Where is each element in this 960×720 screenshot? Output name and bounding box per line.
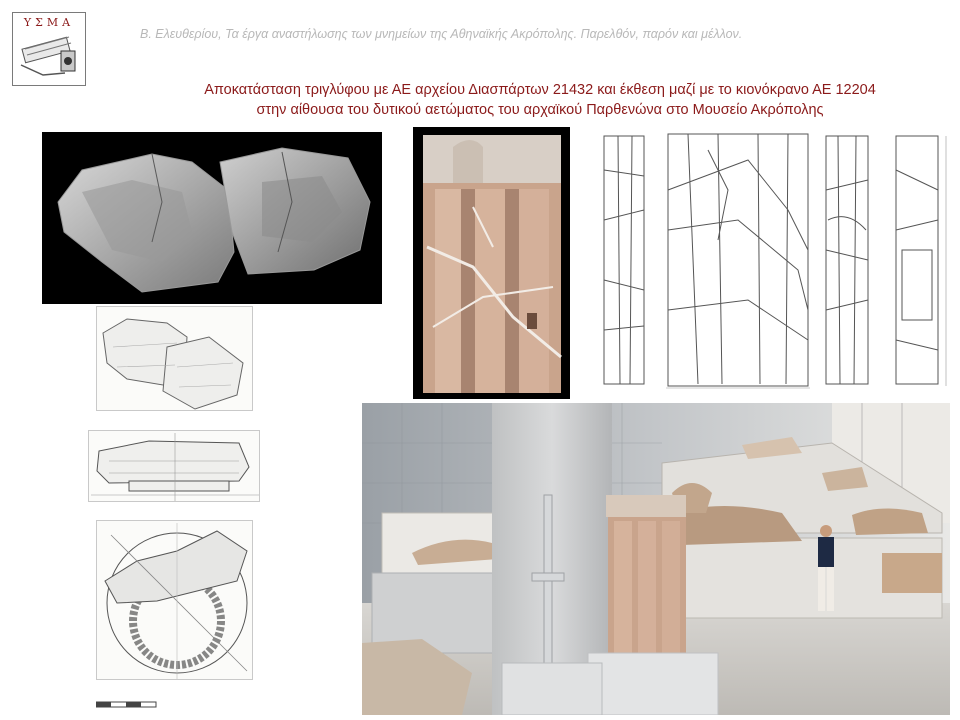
fragment-3d-scan-image — [42, 132, 382, 304]
capital-plan-drawing-bottom — [96, 520, 253, 680]
slide-title-line-2: στην αίθουσα του δυτικού αετώματος του αρχαϊκού Παρθενώνα στο Μουσείο Ακρόπολης — [256, 102, 824, 118]
slide-title — [100, 80, 960, 120]
ysma-logo — [12, 12, 86, 86]
scale-bar — [96, 700, 166, 710]
logo-text: ΥΣΜΑ — [23, 16, 75, 29]
triglyph-photo — [413, 127, 570, 399]
lecture-subtitle: Β. Ελευθερίου, Τα έργα αναστήλωσης των μνημείων της Αθηναϊκής Ακρόπολης. Παρελθόν, παρόν και μέλλον. — [140, 27, 743, 41]
capital-side-drawing — [88, 430, 260, 502]
museum-exhibition-photo — [362, 403, 950, 715]
slide-title-line-1: Αποκατάσταση τριγλύφου με ΑΕ αρχείου Διασπάρτων 21432 και έκθεση μαζί με το κιονόκρανο ΑΕ 12204 — [204, 82, 876, 98]
capital-plan-drawing-top — [96, 306, 253, 411]
triglyph-elevation-drawings — [598, 130, 950, 392]
